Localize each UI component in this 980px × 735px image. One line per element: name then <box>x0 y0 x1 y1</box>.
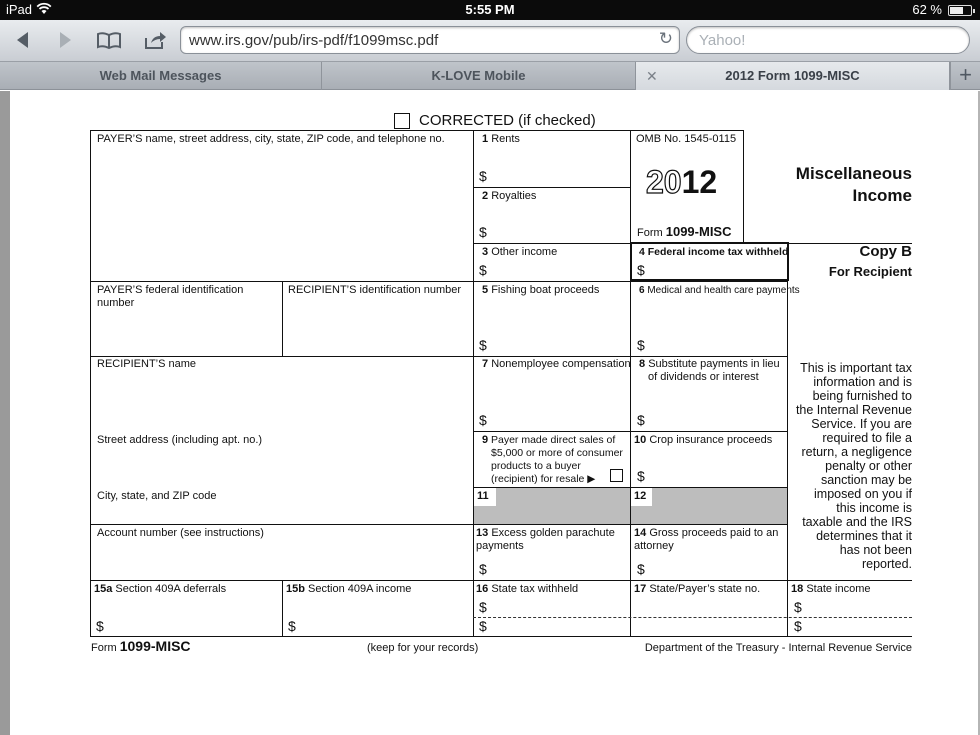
box11-number: 11 <box>477 490 489 502</box>
box10-label: Crop insurance proceeds <box>649 434 773 446</box>
box11-shade-lower <box>474 506 496 524</box>
box18-dollar-2: $ <box>794 618 802 634</box>
box15a-label: Section 409A deferrals <box>115 583 227 595</box>
box14-label-2: attorney <box>634 540 674 552</box>
notice-line: has not been <box>839 543 912 557</box>
box10-dollar: $ <box>637 468 645 484</box>
box7-dollar: $ <box>479 412 487 428</box>
box17-label: State/Payer’s state no. <box>649 583 761 595</box>
box8-label-1: Substitute payments in lieu <box>648 358 780 370</box>
plus-icon: + <box>959 62 972 87</box>
box10-number: 10 <box>634 434 647 446</box>
notice-line: This is important tax <box>800 361 912 375</box>
notice-line: this income is <box>836 501 912 515</box>
notice-line: return, a negligence <box>801 445 912 459</box>
footer-form-id <box>91 638 191 654</box>
box16-dollar-1: $ <box>479 599 487 615</box>
search-placeholder: Yahoo! <box>699 32 746 49</box>
box1-dollar: $ <box>479 168 487 184</box>
footer-form-word: Form <box>91 642 117 654</box>
box14-dollar: $ <box>637 561 645 577</box>
street-address-label: Street address (including apt. no.) <box>97 434 263 446</box>
box15b-label: Section 409A income <box>308 583 412 595</box>
form-name: 1099-MISC <box>665 224 732 239</box>
form-word: Form <box>637 227 663 239</box>
box14-number: 14 <box>634 527 647 539</box>
box2-number: 2 <box>482 190 489 202</box>
carrier-label: iPad <box>6 2 33 17</box>
rule-h5 <box>473 431 788 432</box>
account-number-label: Account number (see instructions) <box>97 527 264 539</box>
reload-icon[interactable]: ↻ <box>658 29 673 48</box>
form-title-line-2: Income <box>852 186 912 205</box>
box7-label: Nonemployee compensation <box>491 358 631 370</box>
box6-dollar: $ <box>637 337 645 353</box>
close-tab-icon[interactable]: ✕ <box>646 68 658 84</box>
rule-h8 <box>90 580 912 581</box>
for-recipient-label: For Recipient <box>828 264 912 279</box>
box2-label: Royalties <box>491 190 537 202</box>
box9-line-4: (recipient) for resale ▶ <box>491 473 596 485</box>
box18-dollar-1: $ <box>794 599 802 615</box>
box5-label: Fishing boat proceeds <box>491 284 600 296</box>
box15a-dollar: $ <box>96 618 104 634</box>
box9-line-2: $5,000 or more of consumer <box>491 447 623 459</box>
form-title <box>760 163 912 207</box>
footer-form-name: 1099-MISC <box>119 638 191 654</box>
box15b-number: 15b <box>286 583 305 595</box>
tax-year-bold: 12 <box>681 164 718 200</box>
box5-number: 5 <box>482 284 489 296</box>
bottom-rule <box>90 636 912 637</box>
notice-line: reported. <box>861 557 912 571</box>
box5-dollar: $ <box>479 337 487 353</box>
box1-label: Rents <box>491 133 520 145</box>
notice-line: determines that it <box>816 529 912 543</box>
left-rule <box>90 130 91 636</box>
tab-label: Web Mail Messages <box>99 68 222 83</box>
box7-number: 7 <box>482 358 489 370</box>
keep-records-note: (keep for your records) <box>367 642 479 654</box>
box2-dollar: $ <box>479 224 487 240</box>
box9-line-1: Payer made direct sales of <box>491 434 616 446</box>
notice-line: imposed on you if <box>814 487 912 501</box>
box17-number: 17 <box>634 583 647 595</box>
box9-line-3: products to a buyer <box>491 460 581 472</box>
box16-dollar-2: $ <box>479 618 487 634</box>
box12-number: 12 <box>634 490 647 502</box>
tab-label: K-LOVE Mobile <box>431 68 526 83</box>
clock: 5:55 PM <box>465 2 515 17</box>
box16-label: State tax withheld <box>491 583 579 595</box>
top-rule-left <box>90 130 744 131</box>
box16-number: 16 <box>476 583 489 595</box>
rule-h4 <box>90 356 788 357</box>
copy-b-label: Copy B <box>859 243 912 260</box>
omb-right-rule <box>743 130 744 243</box>
box1-number: 1 <box>482 133 489 145</box>
id-divider <box>282 281 283 356</box>
box12-shade <box>652 488 787 524</box>
box8-dollar: $ <box>637 412 645 428</box>
box3-number: 3 <box>482 246 489 258</box>
box15b-dollar: $ <box>288 618 296 634</box>
tax-year <box>646 164 717 200</box>
tab-label: 2012 Form 1099-MISC <box>725 68 860 83</box>
recipient-name-label: RECIPIENT’S name <box>97 358 197 370</box>
recipient-notice <box>790 361 912 571</box>
payer-fid-label: PAYER’S federal identification number <box>97 284 244 309</box>
box3-dollar: $ <box>479 262 487 278</box>
col-rule-3 <box>787 243 788 636</box>
corrected-checkbox[interactable] <box>394 113 410 129</box>
col-rule-2 <box>630 130 631 636</box>
409a-divider <box>282 581 283 636</box>
box9-checkbox[interactable] <box>610 469 623 482</box>
box8-label-2: of dividends or interest <box>648 371 759 383</box>
rule-h7 <box>90 524 788 525</box>
notice-line: taxable and the IRS <box>802 515 912 529</box>
url-text: www.irs.gov/pub/irs-pdf/f1099msc.pdf <box>189 32 439 49</box>
city-state-zip-label: City, state, and ZIP code <box>97 490 217 502</box>
rule-h1 <box>473 187 630 188</box>
state-dashed-rule <box>473 617 912 618</box>
omb-number: OMB No. 1545-0115 <box>636 133 737 145</box>
form-id-small <box>637 224 731 239</box>
box6-label: Medical and health care payments <box>647 285 800 296</box>
box4-number: 4 <box>639 246 645 258</box>
box18-label: State income <box>806 583 871 595</box>
notice-line: information and is <box>813 375 912 389</box>
box13-label-2: payments <box>476 540 524 552</box>
box18-number: 18 <box>791 583 804 595</box>
box11-shade <box>496 488 630 524</box>
box12-shade-lower <box>631 506 652 524</box>
tax-year-outline: 20 <box>646 164 682 200</box>
box15a-number: 15a <box>94 583 113 595</box>
notice-line: required to file a <box>822 431 912 445</box>
notice-line: the Internal Revenue <box>795 403 912 417</box>
form-title-line-1: Miscellaneous <box>795 164 912 183</box>
notice-line: sanction may be <box>820 473 912 487</box>
box6-number: 6 <box>639 285 645 296</box>
notice-line: being furnished to <box>812 389 912 403</box>
notice-line: penalty or other <box>825 459 912 473</box>
battery-percent: 62 % <box>912 2 942 17</box>
box4-dollar: $ <box>637 262 645 278</box>
box9-label <box>491 434 629 486</box>
col-rule-1 <box>473 130 474 636</box>
box13-label-1: Excess golden parachute <box>491 527 615 539</box>
notice-line: Service. If you are <box>811 417 912 431</box>
department-label: Department of the Treasury - Internal Revenue Service <box>644 642 912 654</box>
box13-dollar: $ <box>479 561 487 577</box>
box14-label-1: Gross proceeds paid to an <box>649 527 779 539</box>
recipient-id-label: RECIPIENT’S identification number <box>288 284 462 296</box>
payer-name-label: PAYER’S name, street address, city, state, ZIP code, and telephone no. <box>97 133 445 145</box>
corrected-label: CORRECTED (if checked) <box>419 112 596 129</box>
rule-h3 <box>90 281 788 282</box>
box8-number: 8 <box>639 358 646 370</box>
box9-number: 9 <box>482 434 489 446</box>
box13-number: 13 <box>476 527 489 539</box>
box4-label: Federal income tax withheld <box>647 246 789 258</box>
box3-label: Other income <box>491 246 558 258</box>
